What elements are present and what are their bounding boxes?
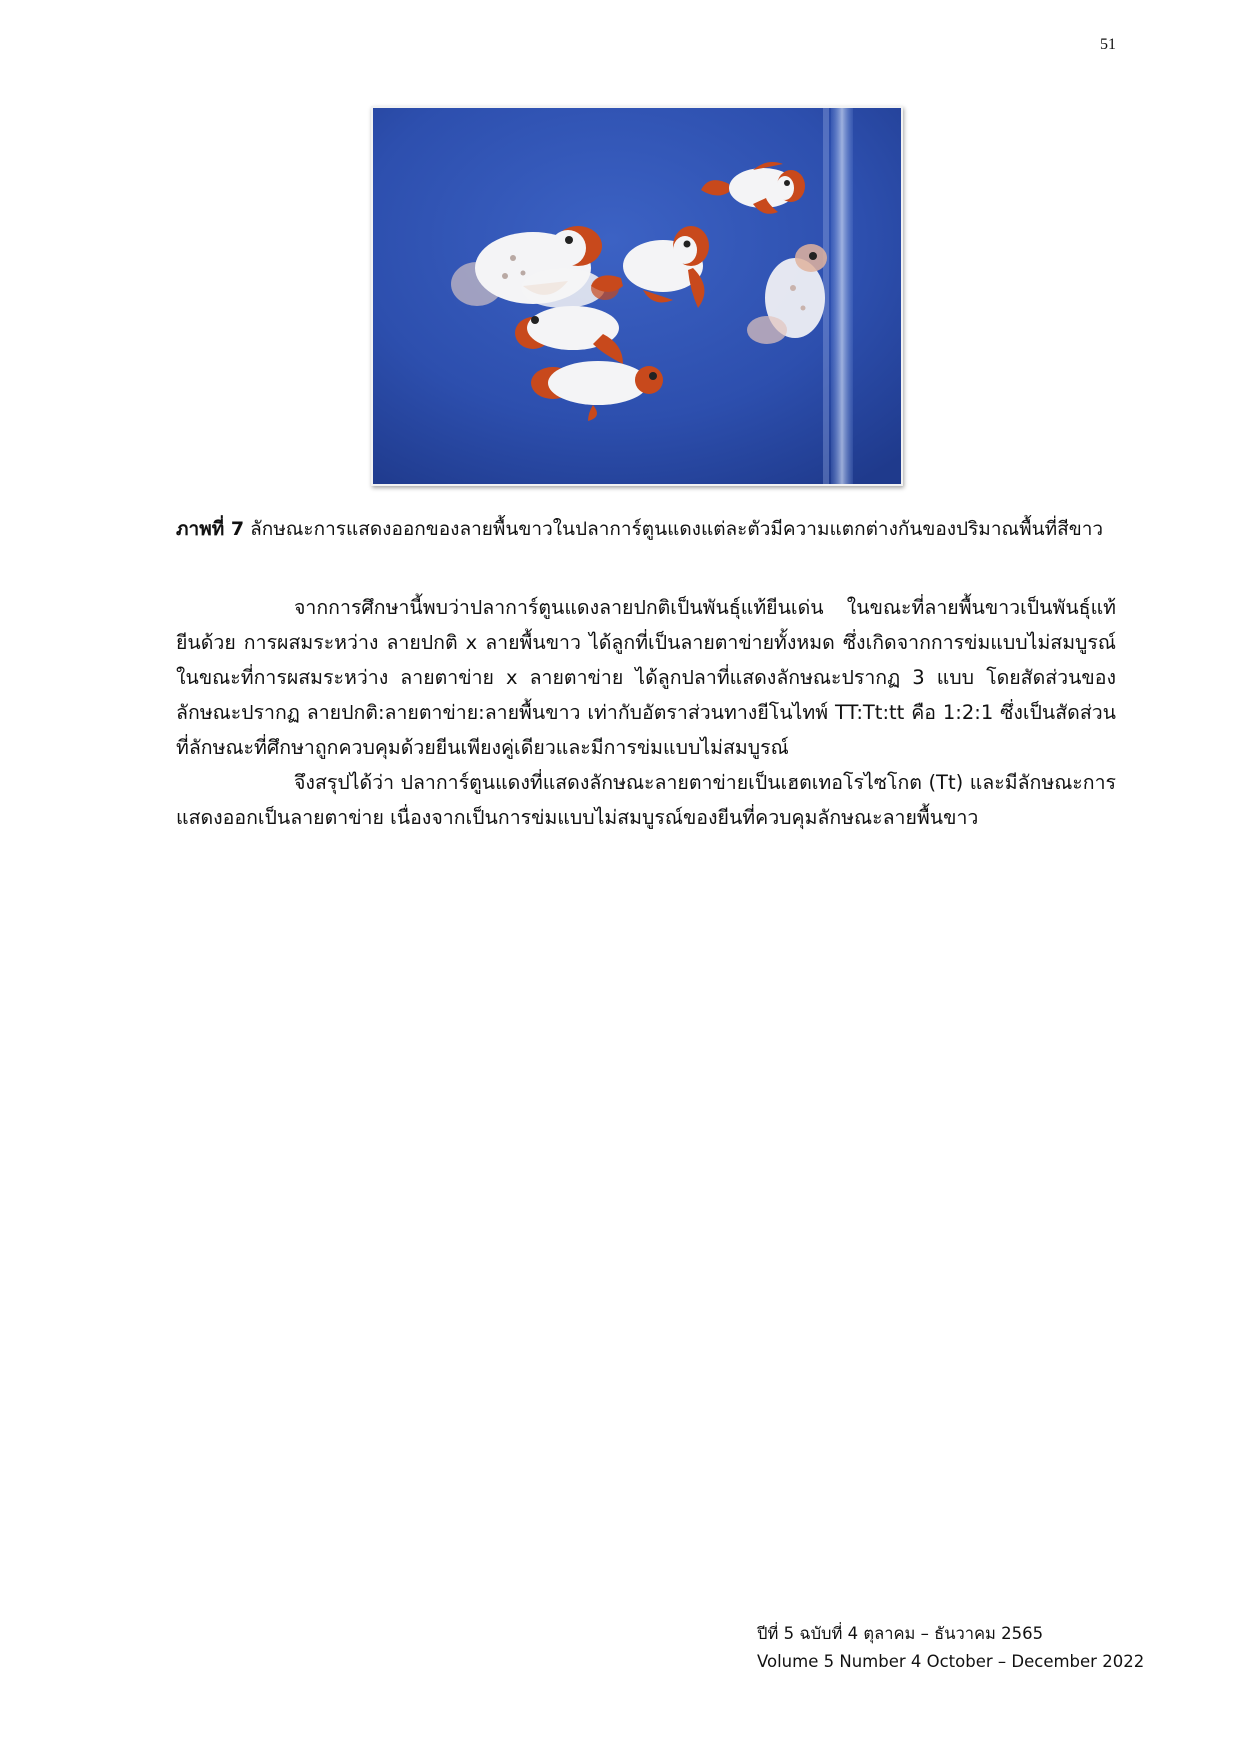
figure-photo-clownfish [371,106,903,486]
paragraph-1: จากการศึกษานี้พบว่าปลาการ์ตูนแดงลายปกติเป็นพันธุ์แท้ยีนเด่น ในขณะที่ลายพื้นขาวเป็นพันธุ์แท้ยีนด้วย การผสมระหว่าง ลายปกติ x ลายพื้นขาว ได้ลูกที่เป็นลายตาข่ายทั้งหมด ซึ่งเกิดจากการข่มแบบไม่สมบูรณ์ ในขณะที่การผสมระหว่าง ลายตาข่าย x ลายตาข่าย ได้ลูกปลาที่แสดงลักษณะปรากฏ 3 แบบ โดยสัดส่วนของลักษณะปรากฏ ลายปกติ:ลายตาข่าย:ลายพื้นขาว เท่ากับอัตราส่วนทางยีโนไทพ์ TT:Tt:tt คือ 1:2:1 ซึ่งเป็นสัดส่วนที่ลักษณะที่ศึกษาถูกควบคุมด้วยยีนเพียงคู่เดียวและมีการข่มแบบไม่สมบูรณ์ [176,596,1116,759]
page-number: 51 [1100,36,1116,53]
body-text [176,590,1116,835]
caption-text: ลักษณะการแสดงออกของลายพื้นขาวในปลาการ์ตูนแดงแต่ละตัวมีความแตกต่างกันของปริมาณพื้นที่สีขาว [244,518,1104,540]
paragraph-2: จึงสรุปได้ว่า ปลาการ์ตูนแดงที่แสดงลักษณะลายตาข่ายเป็นเฮตเทอโรไซโกต (Tt) และมีลักษณะการแสดงออกเป็นลายตาข่าย เนื่องจากเป็นการข่มแบบไม่สมบูรณ์ของยีนที่ควบคุมลักษณะลายพื้นขาว [176,771,1116,829]
figure-caption [176,516,1136,542]
footer-english: Volume 5 Number 4 October – December 2022 [757,1652,1145,1671]
footer-thai: ปีที่ 5 ฉบับที่ 4 ตุลาคม – ธันวาคม 2565 [757,1624,1044,1643]
clownfish-photo [373,108,901,484]
footer [757,1620,1144,1676]
caption-label: ภาพที่ 7 [176,518,245,540]
